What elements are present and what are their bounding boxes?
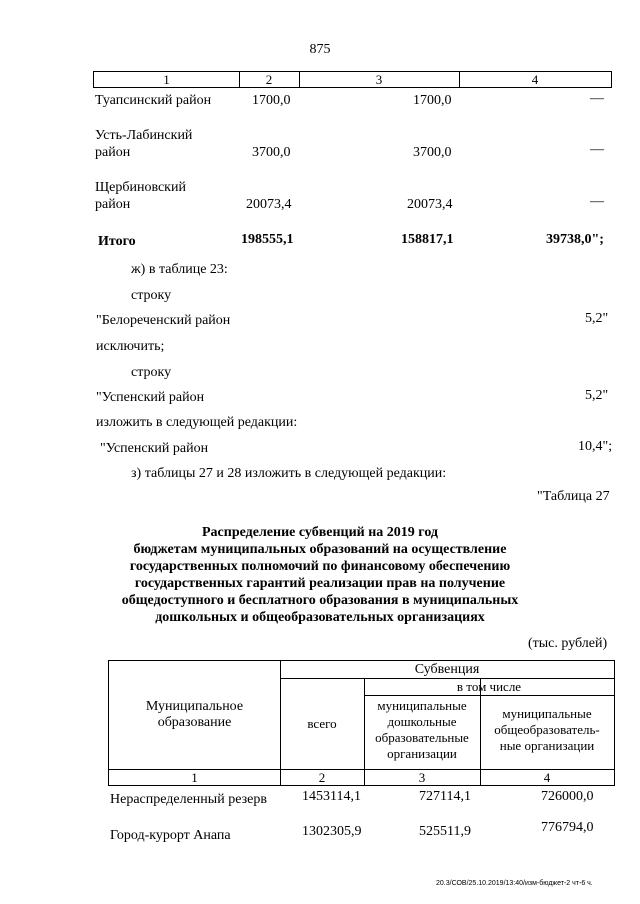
title-line: общедоступного и бесплатного образования в муниципальных	[121, 593, 519, 608]
title-line: бюджетам муниципальных образований на осуществление	[133, 542, 507, 557]
row-total: 1302305,9	[302, 824, 362, 839]
body-line: изложить в следующей редакции:	[96, 415, 298, 430]
body-line: "Белореченский район	[96, 313, 231, 328]
row-preschool: 727114,1	[419, 789, 471, 804]
total-c3: 158817,1	[401, 232, 454, 247]
row-value-c3: 3700,0	[413, 145, 452, 160]
total-header: всего	[307, 716, 337, 731]
subvention-table	[108, 660, 615, 786]
row-value-c4: —	[590, 91, 604, 106]
title-line: дошкольных и общеобразовательных организациях	[155, 610, 485, 625]
header-line: муниципальные	[377, 698, 467, 713]
table-label: "Таблица 27	[537, 489, 610, 504]
col-number-2: 2	[318, 770, 326, 785]
school-header	[480, 706, 614, 754]
body-line-value: 5,2"	[585, 311, 609, 326]
including-header: в том числе	[456, 679, 522, 694]
divider	[364, 695, 614, 696]
body-line-value: 5,2"	[585, 388, 609, 403]
col-number-3: 3	[418, 770, 426, 785]
preschool-header	[364, 698, 480, 762]
total-c4: 39738,0";	[546, 232, 604, 247]
row-total: 1453114,1	[302, 789, 361, 804]
row-value-c2: 1700,0	[252, 93, 291, 108]
header-line: Муниципальное	[145, 699, 244, 714]
amendment-item-zh: ж) в таблице 23:	[131, 262, 228, 277]
row-value-c3: 20073,4	[407, 197, 453, 212]
body-line: строку	[131, 288, 172, 303]
row-value-c3: 1700,0	[413, 93, 452, 108]
row-school: 776794,0	[541, 820, 594, 835]
municipality-header	[109, 699, 280, 731]
header-line: общеобразователь-	[494, 722, 600, 737]
col-number-2: 2	[265, 72, 273, 87]
header-line: организации	[387, 746, 457, 761]
amendment-item-z: з) таблицы 27 и 28 изложить в следующей редакции:	[131, 466, 447, 481]
row-preschool: 525511,9	[419, 824, 471, 839]
header-line: образование	[157, 715, 232, 730]
col-number-4: 4	[531, 72, 539, 87]
row-value-c2: 3700,0	[252, 145, 291, 160]
page-number: 875	[309, 42, 331, 57]
footer-code: 20.3/СОВ/25.10.2019/13:40/изм-бюджет-2 чт-6 ч.	[436, 880, 593, 887]
row-value-c4: —	[590, 194, 604, 209]
title-line: государственных полномочий по финансовому обеспечению	[129, 559, 511, 574]
top-table-header	[93, 71, 612, 88]
row-name-cont: район	[95, 145, 131, 160]
total-label: Итого	[98, 234, 136, 249]
total-c2: 198555,1	[241, 232, 294, 247]
row-name-cont: район	[95, 197, 131, 212]
row-name: Нераспределенный резерв	[110, 792, 267, 807]
row-name: Усть-Лабинский	[95, 128, 193, 143]
row-name: Щербиновский	[95, 180, 186, 195]
body-line: "Успенский район	[100, 441, 209, 456]
header-line: муниципальные	[502, 706, 592, 721]
col-number-4: 4	[543, 770, 551, 785]
header-line: ные организации	[499, 738, 595, 753]
body-line: "Успенский район	[96, 390, 205, 405]
col-number-3: 3	[375, 72, 383, 87]
row-school: 726000,0	[541, 789, 594, 804]
col-number-1: 1	[163, 72, 170, 87]
title-line: государственных гарантий реализации прав на получение	[134, 576, 506, 591]
subvention-header: Субвенция	[414, 662, 480, 677]
row-value-c2: 20073,4	[246, 197, 292, 212]
units-label: (тыс. рублей)	[528, 636, 608, 651]
row-value-c4: —	[590, 142, 604, 157]
header-line: дошкольные	[387, 714, 457, 729]
title-line: Распределение субвенций на 2019 год	[202, 525, 438, 540]
col-number-1: 1	[191, 770, 198, 785]
table-title	[100, 524, 540, 626]
body-line: исключить;	[96, 339, 165, 354]
row-name: Туапсинский район	[95, 93, 212, 108]
body-line: строку	[131, 365, 172, 380]
body-line-value: 10,4";	[578, 439, 613, 454]
row-name: Город-курорт Анапа	[110, 828, 231, 843]
header-line: образовательные	[375, 730, 469, 745]
